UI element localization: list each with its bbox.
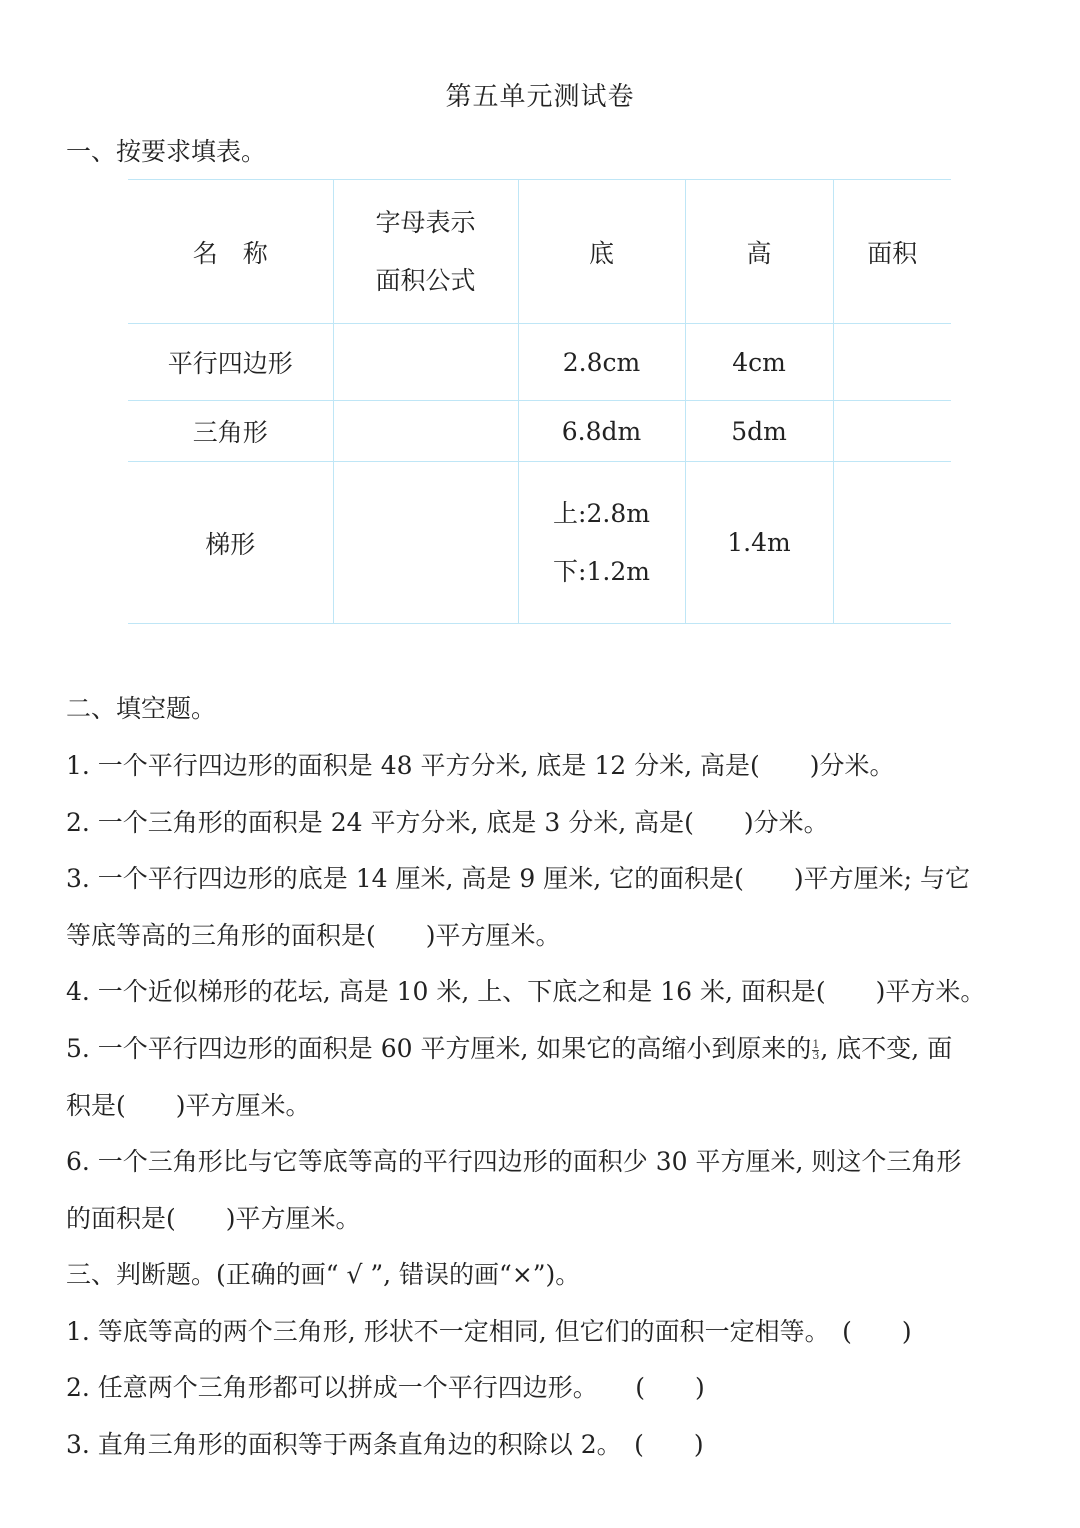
question-2-6-line2: 的面积是( )平方厘米。 — [66, 1204, 361, 1233]
header-height: 高 — [685, 180, 833, 324]
fraction-numerator: 1 — [812, 1038, 820, 1051]
row-base-top: 上:2.8m — [553, 498, 650, 528]
row-height: 4cm — [685, 324, 833, 401]
section2-heading: 二、填空题。 — [66, 694, 217, 723]
table-header-row — [128, 180, 951, 324]
question-2-2: 2. 一个三角形的面积是 24 平方分米, 底是 3 分米, 高是( )分米。 — [66, 808, 829, 837]
row-name: 三角形 — [128, 401, 333, 462]
question-2-5-line1 — [66, 1031, 952, 1067]
row-formula-cell[interactable] — [333, 401, 518, 462]
page-title: 第五单元测试卷 — [445, 82, 635, 112]
row-base: 2.8cm — [518, 324, 685, 401]
table-row — [128, 324, 951, 401]
question-2-5-text-b: , 底不变, 面 — [820, 1034, 953, 1063]
row-area-cell[interactable] — [833, 462, 951, 624]
question-2-3-line2: 等底等高的三角形的面积是( )平方厘米。 — [66, 921, 561, 950]
fraction-one-third — [812, 1040, 819, 1061]
question-2-5-text-a: 5. 一个平行四边形的面积是 60 平方厘米, 如果它的高缩小到原来的 — [66, 1034, 812, 1063]
question-2-4: 4. 一个近似梯形的花坛, 高是 10 米, 上、下底之和是 16 米, 面积是( )平方米。 — [66, 977, 986, 1006]
table-row — [128, 462, 951, 624]
header-formula-line2: 面积公式 — [375, 265, 476, 295]
section3-heading: 三、判断题。(正确的画“ √ ”, 错误的画“×”)。 — [66, 1260, 581, 1289]
header-formula-line1: 字母表示 — [375, 207, 476, 237]
row-height: 1.4m — [685, 462, 833, 624]
row-base — [518, 462, 685, 624]
question-2-6-line1: 6. 一个三角形比与它等底等高的平行四边形的面积少 30 平方厘米, 则这个三角形 — [66, 1147, 962, 1176]
header-area: 面积 — [833, 180, 951, 324]
row-base-bottom: 下:1.2m — [553, 556, 650, 586]
row-name: 梯形 — [128, 462, 333, 624]
question-2-1: 1. 一个平行四边形的面积是 48 平方分米, 底是 12 分米, 高是( )分米。 — [66, 751, 895, 780]
fraction-denominator: 3 — [812, 1049, 820, 1062]
question-2-3-line1: 3. 一个平行四边形的底是 14 厘米, 高是 9 厘米, 它的面积是( )平方厘米; 与它 — [66, 864, 970, 893]
header-base: 底 — [518, 180, 685, 324]
question-3-1: 1. 等底等高的两个三角形, 形状不一定相同, 但它们的面积一定相等。 ( ) — [66, 1317, 912, 1346]
fill-table — [128, 179, 951, 624]
table-row — [128, 401, 951, 462]
row-height: 5dm — [685, 401, 833, 462]
row-formula-cell[interactable] — [333, 462, 518, 624]
row-formula-cell[interactable] — [333, 324, 518, 401]
row-area-cell[interactable] — [833, 401, 951, 462]
header-name: 名 称 — [128, 180, 333, 324]
header-formula — [333, 180, 518, 324]
question-3-2: 2. 任意两个三角形都可以拼成一个平行四边形。 ( ) — [66, 1373, 705, 1402]
row-area-cell[interactable] — [833, 324, 951, 401]
question-2-5-line2: 积是( )平方厘米。 — [66, 1091, 311, 1120]
row-base: 6.8dm — [518, 401, 685, 462]
section1-heading: 一、按要求填表。 — [66, 137, 267, 166]
row-name: 平行四边形 — [128, 324, 333, 401]
question-3-3: 3. 直角三角形的面积等于两条直角边的积除以 2。 ( ) — [66, 1430, 704, 1459]
